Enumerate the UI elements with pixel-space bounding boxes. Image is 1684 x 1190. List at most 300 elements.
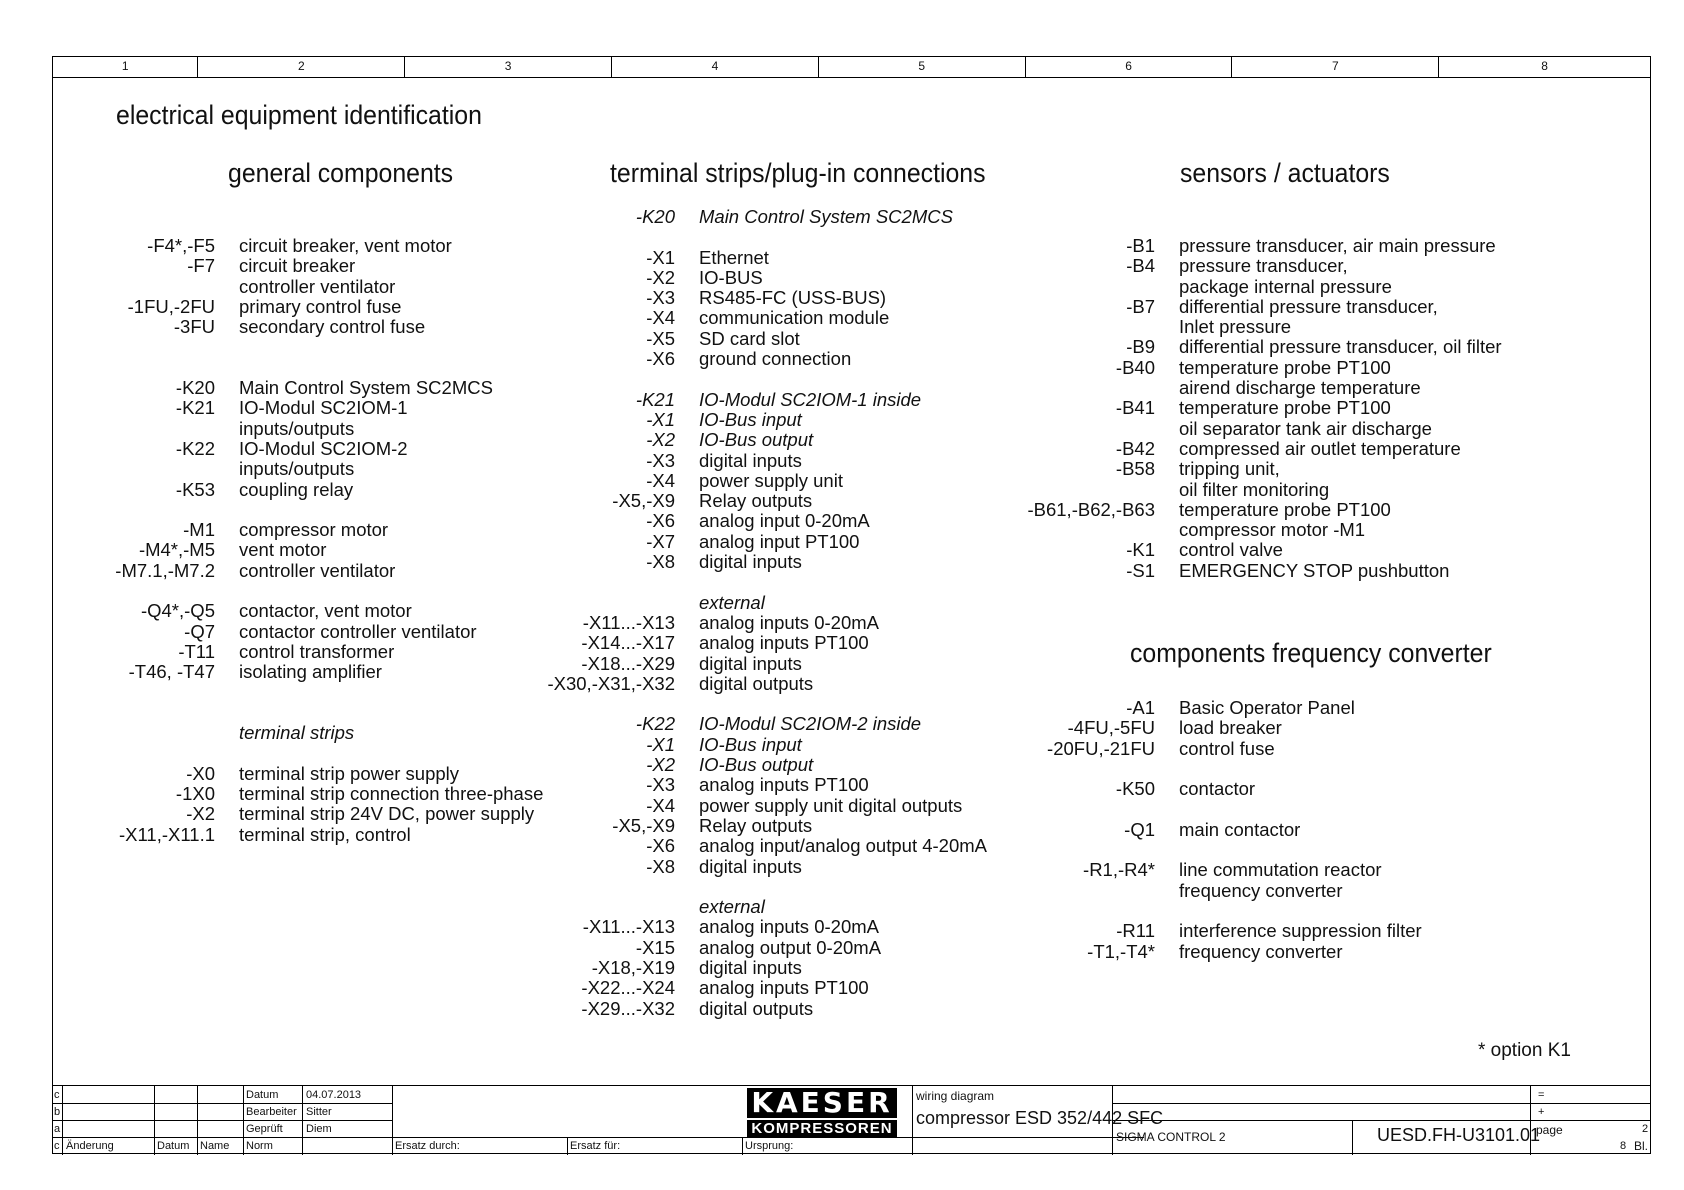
spacer (540, 227, 987, 247)
geprueft-value: Diem (306, 1123, 332, 1135)
ruler-column-7: 7 (1232, 57, 1439, 77)
component-id: -X4 (646, 469, 675, 491)
spacer (540, 877, 987, 897)
component-description: IO-Modul SC2IOM-2 inside (699, 713, 922, 735)
component-id: -X2 (646, 266, 675, 288)
list-item (540, 999, 987, 1019)
component-description: IO-Bus output (699, 429, 814, 451)
component-description: external (699, 591, 765, 613)
list-item (100, 662, 543, 682)
component-description: digital inputs (699, 652, 802, 674)
component-description: IO-Bus input (699, 408, 802, 430)
component-description: IO-Bus input (699, 733, 802, 755)
list-item (540, 755, 987, 775)
terminal-strips-list (540, 207, 987, 1019)
list-item (100, 540, 543, 560)
datum-value: 04.07.2013 (306, 1089, 362, 1101)
rev-c: c (54, 1089, 60, 1101)
list-item (1020, 256, 1502, 276)
component-description: EMERGENCY STOP pushbutton (1179, 559, 1450, 581)
component-description: terminal strips (239, 722, 355, 744)
component-id: -X7 (646, 530, 675, 552)
component-id: -K22 (635, 713, 675, 735)
plus-sign: + (1538, 1106, 1545, 1118)
geprueft-label: Geprüft (246, 1123, 283, 1135)
component-description: terminal strip 24V DC, power supply (239, 803, 535, 825)
list-item (1020, 540, 1502, 560)
list-item (540, 857, 987, 877)
list-item (100, 601, 543, 621)
list-item (540, 390, 987, 410)
component-description: terminal strip connection three-phase (239, 783, 544, 805)
sheet-count: 8 (1620, 1140, 1627, 1152)
component-id: -4FU,-5FU (1067, 717, 1155, 739)
logo-top-text: KAESER (751, 1086, 893, 1119)
doc-type: wiring diagram (916, 1089, 995, 1103)
component-id: -B61,-B62,-B63 (1027, 498, 1155, 520)
list-item (1020, 561, 1502, 581)
component-description: power supply unit (699, 469, 843, 491)
page-title: electrical equipment identification (116, 100, 482, 130)
component-id: -K21 (635, 388, 675, 410)
component-id: -X4 (646, 307, 675, 329)
component-id: -T1,-T4* (1087, 940, 1155, 962)
system-name: SIGMA CONTROL 2 (1116, 1130, 1226, 1144)
component-description: interference suppression filter (1179, 920, 1422, 942)
list-item (540, 593, 987, 613)
component-description: control transformer (239, 640, 395, 662)
component-id (1020, 317, 1155, 337)
list-item (1020, 820, 1422, 840)
component-id: -B58 (1115, 458, 1155, 480)
component-id: -K1 (1126, 539, 1155, 561)
spacer (1020, 840, 1422, 860)
component-id: -20FU,-21FU (1047, 737, 1155, 759)
ersatz-durch-label: Ersatz durch: (395, 1140, 460, 1152)
component-description: IO-BUS (699, 266, 763, 288)
ursprung-label: Ursprung: (745, 1140, 794, 1152)
component-description: temperature probe PT100 (1179, 498, 1391, 520)
option-note: * option K1 (1478, 1040, 1571, 1061)
list-item (100, 256, 543, 276)
section-title-terminal: terminal strips/plug-in connections (610, 158, 986, 188)
list-item (540, 836, 987, 856)
page-label: page (1536, 1123, 1563, 1137)
list-item (100, 277, 543, 297)
general-components-list (100, 236, 543, 845)
component-description: analog inputs PT100 (699, 774, 869, 796)
component-id: -1FU,-2FU (127, 295, 215, 317)
component-description: control valve (1179, 539, 1283, 561)
component-id (1020, 378, 1155, 398)
list-item (540, 613, 987, 633)
component-id (1020, 419, 1155, 439)
list-item (100, 236, 543, 256)
component-id: -K53 (175, 478, 215, 500)
component-id (1020, 277, 1155, 297)
list-item (1020, 942, 1422, 962)
list-item (540, 349, 987, 369)
component-description: IO-Bus output (699, 754, 814, 776)
component-description: temperature probe PT100 (1179, 356, 1391, 378)
component-id: -X2 (186, 803, 215, 825)
list-item (540, 552, 987, 572)
doc-title: compressor ESD 352/442 SFC (916, 1108, 1164, 1128)
component-id: -X4 (646, 794, 675, 816)
component-description: IO-Modul SC2IOM-1 inside (699, 388, 922, 410)
component-description: pressure transducer, air main pressure (1179, 235, 1496, 256)
component-id: -Q7 (184, 620, 215, 642)
list-item (100, 480, 543, 500)
component-id: -X8 (646, 855, 675, 877)
component-description: inputs/outputs (239, 458, 355, 480)
spacer (100, 358, 543, 378)
component-description: Main Control System SC2MCS (239, 377, 493, 399)
component-id: -T46, -T47 (128, 661, 215, 683)
list-item (540, 654, 987, 674)
component-id: -Q4*,-Q5 (140, 600, 215, 622)
list-item (100, 378, 543, 398)
component-description: terminal strip, control (239, 823, 411, 845)
list-item (1020, 921, 1422, 941)
component-id: -X1 (646, 408, 675, 430)
component-id: -B1 (1126, 235, 1155, 256)
component-description: controller ventilator (239, 559, 396, 581)
component-id: -B40 (1115, 356, 1155, 378)
component-id: -X6 (646, 348, 675, 370)
ruler-column-6: 6 (1026, 57, 1233, 77)
list-item (100, 297, 543, 317)
component-description: digital outputs (699, 997, 814, 1019)
component-id: -A1 (1126, 697, 1155, 718)
component-description: compressor motor (239, 519, 389, 541)
component-id: -B9 (1126, 336, 1155, 358)
component-id (1020, 480, 1155, 500)
ruler-column-3: 3 (405, 57, 612, 77)
component-id (100, 277, 215, 297)
spacer (1020, 759, 1422, 779)
list-item (1020, 419, 1502, 439)
list-item (540, 938, 987, 958)
component-description: SD card slot (699, 327, 800, 349)
component-id: -M7.1,-M7.2 (115, 559, 215, 581)
component-description: circuit breaker, vent motor (239, 235, 452, 256)
component-id: -F7 (187, 255, 215, 277)
list-item (1020, 297, 1502, 317)
component-description: secondary control fuse (239, 316, 426, 338)
spacer (100, 581, 543, 601)
ruler-column-4: 4 (612, 57, 819, 77)
list-item (540, 268, 987, 288)
component-description: circuit breaker (239, 255, 356, 277)
column-ruler (53, 57, 1650, 78)
list-item (1020, 860, 1422, 880)
component-description: differential pressure transducer, oil filter (1179, 336, 1502, 358)
list-item (1020, 439, 1502, 459)
document-number: UESD.FH-U3101.01 (1377, 1125, 1541, 1145)
component-description: package internal pressure (1179, 275, 1392, 297)
list-item (100, 459, 543, 479)
component-description: analog output 0-20mA (699, 936, 882, 958)
component-id: -X22...-X24 (581, 977, 675, 999)
list-item (1020, 459, 1502, 479)
component-id (100, 723, 215, 743)
component-id: -X5,-X9 (612, 814, 675, 836)
component-description: differential pressure transducer, (1179, 295, 1438, 317)
list-item (540, 816, 987, 836)
list-item (100, 622, 543, 642)
list-item (540, 735, 987, 755)
component-id (1020, 520, 1155, 540)
spacer (100, 703, 543, 723)
component-id: -3FU (173, 316, 215, 338)
component-description: temperature probe PT100 (1179, 397, 1391, 419)
list-item (540, 491, 987, 511)
component-id: -X11,-X11.1 (119, 823, 215, 845)
component-id: -X8 (646, 551, 675, 573)
component-description: inputs/outputs (239, 417, 355, 439)
list-item (1020, 378, 1502, 398)
rev-a: a (54, 1123, 61, 1135)
component-description: Basic Operator Panel (1179, 697, 1355, 718)
list-item (540, 633, 987, 653)
component-description: Inlet pressure (1179, 316, 1292, 338)
component-description: communication module (699, 307, 890, 329)
rev-label-c: c (54, 1140, 60, 1152)
list-item (100, 764, 543, 784)
list-item (100, 520, 543, 540)
component-id: -X5 (646, 327, 675, 349)
component-description: analog input/analog output 4-20mA (699, 835, 987, 857)
component-id: -X11...-X13 (582, 611, 675, 633)
component-id: -K22 (175, 437, 215, 459)
list-item (1020, 236, 1502, 256)
list-item (100, 317, 543, 337)
component-description: analog inputs PT100 (699, 632, 869, 654)
component-description: oil separator tank air discharge (1179, 417, 1432, 439)
component-id: -T11 (178, 640, 215, 662)
list-item (540, 207, 987, 227)
component-description: power supply unit digital outputs (699, 794, 963, 816)
component-description: line commutation reactor (1179, 859, 1382, 881)
component-description: contactor (1179, 778, 1256, 800)
component-id: -M4*,-M5 (138, 539, 215, 561)
list-item (1020, 277, 1502, 297)
name-col-label: Name (200, 1140, 230, 1152)
datum-col-label: Datum (157, 1140, 190, 1152)
spacer (100, 743, 543, 763)
component-description: digital inputs (699, 855, 802, 877)
logo-bottom-text: KOMPRESSOREN (747, 1118, 897, 1138)
component-description: analog input PT100 (699, 530, 860, 552)
component-id (1020, 881, 1155, 901)
norm-label: Norm (246, 1140, 273, 1152)
list-item (540, 308, 987, 328)
component-id: -K50 (1115, 778, 1155, 800)
spacer (100, 683, 543, 703)
component-id: -K21 (175, 397, 215, 419)
component-description: vent motor (239, 539, 327, 561)
aenderung-label: Änderung (66, 1140, 114, 1152)
kaeser-logo (747, 1088, 897, 1138)
component-id: -X3 (646, 774, 675, 796)
frequency-converter-list (1020, 698, 1422, 962)
component-id: -S1 (1126, 559, 1155, 581)
list-item (100, 784, 543, 804)
component-description: contactor controller ventilator (239, 620, 477, 642)
list-item (1020, 520, 1502, 540)
component-id: -X15 (635, 936, 675, 958)
component-id: -X6 (646, 835, 675, 857)
list-item (1020, 881, 1422, 901)
list-item (540, 329, 987, 349)
component-description: digital outputs (699, 672, 814, 694)
component-description: analog inputs 0-20mA (699, 611, 879, 633)
list-item (540, 248, 987, 268)
component-id: -X0 (186, 762, 215, 784)
component-description: compressed air outlet temperature (1179, 437, 1461, 459)
component-id (540, 897, 675, 917)
list-item (540, 714, 987, 734)
list-item (1020, 739, 1422, 759)
component-description: digital inputs (699, 551, 802, 573)
spacer (100, 337, 543, 357)
component-id: -K20 (175, 377, 215, 399)
component-id (100, 459, 215, 479)
component-id: -X3 (646, 449, 675, 471)
component-description: Relay outputs (699, 490, 813, 512)
ruler-column-5: 5 (819, 57, 1026, 77)
component-id: -X1 (646, 246, 675, 268)
list-item (540, 958, 987, 978)
component-description: coupling relay (239, 478, 354, 500)
ruler-column-2: 2 (198, 57, 405, 77)
list-item (540, 288, 987, 308)
component-id: -X2 (646, 754, 675, 776)
component-description: analog inputs PT100 (699, 977, 869, 999)
component-description: RS485-FC (USS-BUS) (699, 287, 887, 309)
component-description: digital inputs (699, 956, 802, 978)
spacer (540, 694, 987, 714)
component-id: -X29...-X32 (581, 997, 675, 1019)
component-id: -F4*,-F5 (147, 235, 215, 256)
component-id: -B4 (1126, 255, 1155, 277)
sheet-label: Bl. (1634, 1139, 1649, 1153)
component-description: airend discharge temperature (1179, 377, 1421, 399)
component-description: compressor motor -M1 (1179, 519, 1366, 541)
list-item (100, 804, 543, 824)
spacer (540, 572, 987, 592)
component-description: oil filter monitoring (1179, 478, 1330, 500)
component-description: pressure transducer, (1179, 255, 1348, 277)
list-item (540, 917, 987, 937)
component-description: IO-Modul SC2IOM-2 (239, 437, 408, 459)
component-id: -Q1 (1124, 818, 1155, 840)
component-id: -B41 (1115, 397, 1155, 419)
list-item (100, 642, 543, 662)
component-description: analog inputs 0-20mA (699, 916, 879, 938)
bearbeiter-label: Bearbeiter (246, 1106, 297, 1118)
component-description: isolating amplifier (239, 661, 382, 683)
component-id: -B42 (1115, 437, 1155, 459)
component-description: IO-Modul SC2IOM-1 (239, 397, 408, 419)
section-title-frequency-converter: components frequency converter (1130, 638, 1492, 668)
list-item (1020, 718, 1422, 738)
component-description: ground connection (699, 348, 852, 370)
component-id: -X18...-X29 (581, 652, 675, 674)
component-id: -X2 (646, 429, 675, 451)
ersatz-fuer-label: Ersatz für: (570, 1140, 621, 1152)
component-description: controller ventilator (239, 275, 396, 297)
component-id (100, 419, 215, 439)
spacer (1020, 901, 1422, 921)
section-title-sensors: sensors / actuators (1180, 158, 1390, 188)
list-item (540, 796, 987, 816)
list-item (1020, 358, 1502, 378)
spacer (100, 500, 543, 520)
component-id: -R11 (1116, 920, 1155, 942)
component-description: contactor, vent motor (239, 600, 412, 622)
list-item (100, 723, 543, 743)
component-description: terminal strip power supply (239, 762, 460, 784)
component-id: -1X0 (175, 783, 215, 805)
list-item (1020, 398, 1502, 418)
component-description: digital inputs (699, 449, 802, 471)
list-item (540, 471, 987, 491)
component-description: analog input 0-20mA (699, 510, 870, 532)
datum-label: Datum (246, 1089, 279, 1101)
list-item (100, 419, 543, 439)
component-id: -B7 (1126, 295, 1155, 317)
component-description: Relay outputs (699, 814, 813, 836)
list-item (540, 430, 987, 450)
component-id: -R1,-R4* (1083, 859, 1155, 881)
component-id: -X6 (646, 510, 675, 532)
component-description: frequency converter (1179, 940, 1343, 962)
component-id: -M1 (183, 519, 215, 541)
component-id: -X1 (646, 733, 675, 755)
list-item (1020, 317, 1502, 337)
component-description: primary control fuse (239, 295, 402, 317)
component-description: load breaker (1179, 717, 1282, 739)
title-block (52, 1085, 1651, 1155)
component-description: frequency converter (1179, 879, 1343, 901)
list-item (100, 439, 543, 459)
ruler-column-8: 8 (1541, 59, 1548, 73)
component-description: external (699, 896, 765, 918)
list-item (540, 532, 987, 552)
component-id: -X18,-X19 (591, 956, 675, 978)
component-id (540, 593, 675, 613)
section-title-general: general components (228, 158, 454, 188)
spacer (1020, 799, 1422, 819)
list-item (540, 897, 987, 917)
list-item (100, 398, 543, 418)
component-description: Main Control System SC2MCS (699, 206, 953, 227)
page-value: 2 (1642, 1123, 1649, 1135)
list-item (540, 410, 987, 430)
ruler-column-1: 1 (53, 57, 198, 77)
component-id: -X3 (646, 287, 675, 309)
component-id: -K20 (635, 206, 675, 227)
spacer (540, 369, 987, 389)
list-item (1020, 500, 1502, 520)
list-item (540, 674, 987, 694)
list-item (1020, 480, 1502, 500)
list-item (100, 825, 543, 845)
component-id: -X11...-X13 (582, 916, 675, 938)
list-item (100, 561, 543, 581)
